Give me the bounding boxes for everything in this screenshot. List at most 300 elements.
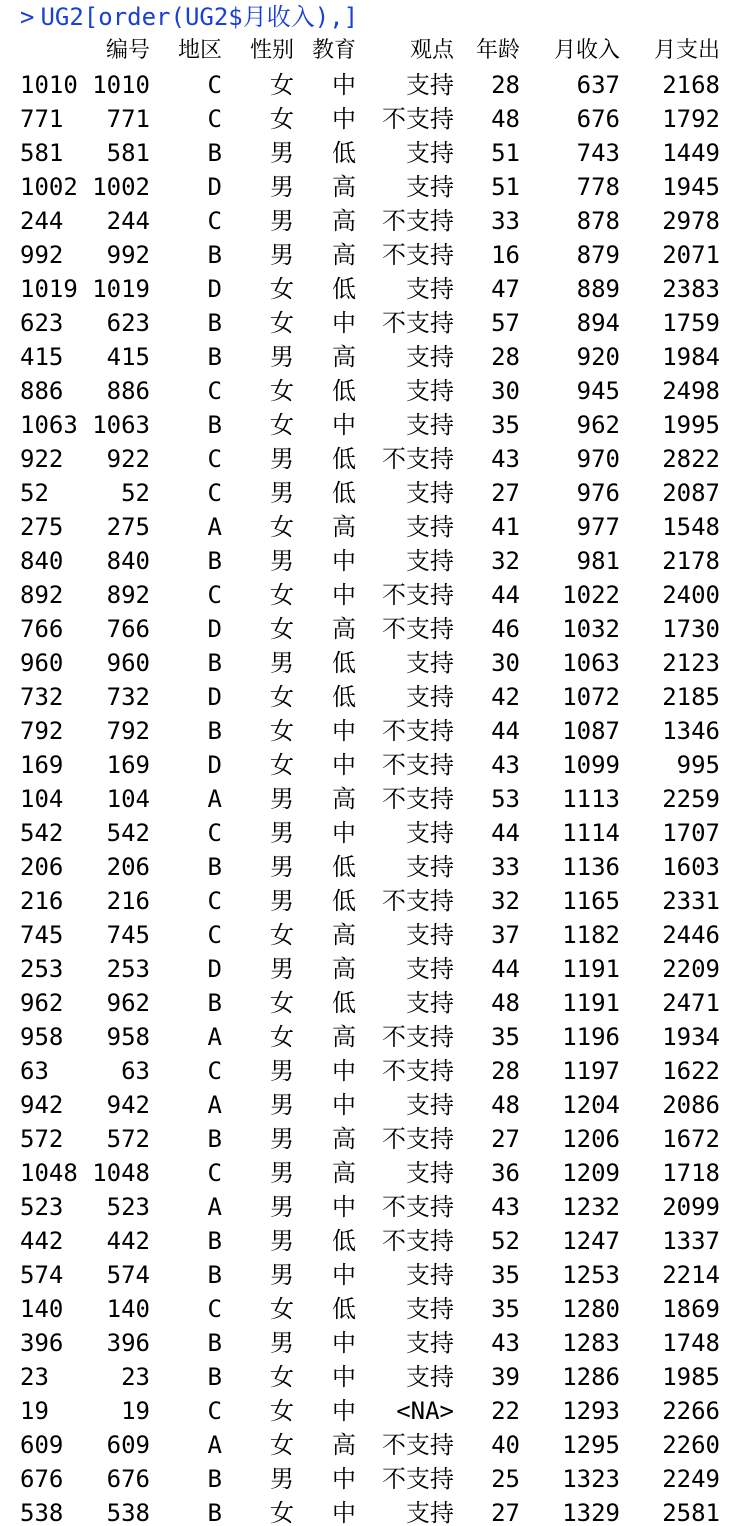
cell-view: 支持 [406,853,454,881]
cell-sex: 女 [270,411,294,439]
row-name: 960 [20,649,64,677]
cell-edu: 高 [332,1431,356,1459]
cell-edu: 中 [332,751,356,779]
cell-id: 442 [106,1227,150,1255]
cell-region: B [207,649,222,677]
cell-view: 不支持 [382,1431,454,1459]
cell-region: C [207,887,222,915]
cell-sex: 女 [270,275,294,303]
cell-id: 244 [106,207,150,235]
cell-expense: 1985 [662,1363,720,1391]
cell-id: 140 [106,1295,150,1323]
cell-sex: 女 [270,1431,294,1459]
cell-region: A [207,513,222,541]
cell-expense: 2260 [662,1431,720,1459]
cell-region: C [207,207,222,235]
cell-income: 1253 [562,1261,620,1289]
cell-age: 41 [491,513,520,541]
cell-sex: 女 [270,989,294,1017]
cell-income: 1022 [562,581,620,609]
cell-edu: 低 [332,275,356,303]
row-name: 1002 [20,173,78,201]
cell-expense: 2087 [662,479,720,507]
cell-income: 981 [576,547,620,575]
row-name: 609 [20,1431,64,1459]
table-row [0,986,746,1020]
table-row [0,1428,746,1462]
cell-income: 1197 [562,1057,620,1085]
table-row [0,1224,746,1258]
cell-age: 53 [491,785,520,813]
cell-id: 63 [121,1057,150,1085]
cell-edu: 低 [332,683,356,711]
cell-expense: 1759 [662,309,720,337]
cell-sex: 女 [270,1397,294,1425]
cell-expense: 2978 [662,207,720,235]
cell-id: 992 [106,241,150,269]
table-row [0,136,746,170]
table-row [0,238,746,272]
cell-expense: 2822 [662,445,720,473]
row-name: 623 [20,309,64,337]
cell-age: 35 [491,1295,520,1323]
row-name: 840 [20,547,64,575]
cell-expense: 1934 [662,1023,720,1051]
cell-edu: 低 [332,445,356,473]
cell-sex: 男 [270,887,294,915]
cell-age: 51 [491,139,520,167]
cell-sex: 男 [270,173,294,201]
cell-region: C [207,819,222,847]
cell-edu: 高 [332,343,356,371]
cell-region: C [207,1295,222,1323]
table-row [0,476,746,510]
cell-region: A [207,1193,222,1221]
cell-edu: 中 [332,1329,356,1357]
cell-region: B [207,309,222,337]
cell-id: 19 [121,1397,150,1425]
row-name: 732 [20,683,64,711]
cell-edu: 中 [332,1499,356,1526]
cell-age: 46 [491,615,520,643]
cell-sex: 女 [270,1023,294,1051]
row-name: 104 [20,785,64,813]
cell-edu: 高 [332,921,356,949]
cell-edu: 低 [332,649,356,677]
cell-age: 36 [491,1159,520,1187]
row-name: 745 [20,921,64,949]
table-row [0,306,746,340]
cell-region: C [207,105,222,133]
cell-id: 771 [106,105,150,133]
cell-income: 1165 [562,887,620,915]
cell-income: 676 [576,105,620,133]
cell-sex: 女 [270,1499,294,1526]
cell-income: 1191 [562,989,620,1017]
cell-region: C [207,1397,222,1425]
cell-expense: 2178 [662,547,720,575]
cell-expense: 1792 [662,105,720,133]
table-row [0,816,746,850]
row-name: 886 [20,377,64,405]
cell-sex: 女 [270,921,294,949]
header-id: 编号 [105,38,150,63]
cell-id: 538 [106,1499,150,1526]
command-text: UG2[order(UG2$月收入),] [40,3,359,31]
row-name: 169 [20,751,64,779]
cell-id: 922 [106,445,150,473]
table-row [0,1020,746,1054]
cell-edu: 低 [332,479,356,507]
cell-edu: 中 [332,71,356,99]
cell-expense: 2266 [662,1397,720,1425]
cell-view: 支持 [406,513,454,541]
cell-age: 35 [491,1261,520,1289]
cell-region: B [207,1363,222,1391]
cell-edu: 高 [332,207,356,235]
row-name: 140 [20,1295,64,1323]
cell-id: 1063 [92,411,150,439]
cell-view: 支持 [406,819,454,847]
cell-expense: 1346 [662,717,720,745]
cell-income: 1196 [562,1023,620,1051]
table-row [0,1258,746,1292]
cell-id: 581 [106,139,150,167]
table-row [0,646,746,680]
cell-sex: 男 [270,1227,294,1255]
cell-sex: 女 [270,615,294,643]
cell-income: 1209 [562,1159,620,1187]
cell-view: 不支持 [382,581,454,609]
header-edu: 教育 [311,38,356,63]
table-row [0,1326,746,1360]
header-income: 月收入 [553,38,620,63]
cell-expense: 995 [676,751,720,779]
cell-view: 支持 [406,173,454,201]
cell-age: 27 [491,1499,520,1526]
table-row [0,1496,746,1526]
cell-region: C [207,377,222,405]
table-row [0,374,746,408]
cell-edu: 中 [332,411,356,439]
row-name: 396 [20,1329,64,1357]
cell-edu: 中 [332,1363,356,1391]
table-row [0,204,746,238]
row-name: 574 [20,1261,64,1289]
cell-view: 支持 [406,1261,454,1289]
cell-edu: 低 [332,139,356,167]
row-name: 572 [20,1125,64,1153]
cell-expense: 1548 [662,513,720,541]
cell-income: 1063 [562,649,620,677]
cell-edu: 高 [332,173,356,201]
cell-expense: 1869 [662,1295,720,1323]
cell-expense: 2400 [662,581,720,609]
cell-income: 962 [576,411,620,439]
row-name: 442 [20,1227,64,1255]
cell-age: 35 [491,1023,520,1051]
row-name: 206 [20,853,64,881]
table-row [0,510,746,544]
header-sex: 性别 [249,38,294,63]
cell-view: 支持 [406,1329,454,1357]
cell-view: 不支持 [382,445,454,473]
cell-income: 970 [576,445,620,473]
cell-region: A [207,1431,222,1459]
table-row [0,1122,746,1156]
cell-view: 支持 [406,1363,454,1391]
cell-age: 27 [491,1125,520,1153]
row-name: 52 [20,479,49,507]
cell-view: 支持 [406,649,454,677]
cell-id: 23 [121,1363,150,1391]
cell-sex: 男 [270,853,294,881]
cell-sex: 女 [270,581,294,609]
cell-id: 396 [106,1329,150,1357]
cell-income: 1072 [562,683,620,711]
cell-id: 523 [106,1193,150,1221]
cell-income: 976 [576,479,620,507]
cell-view: 不支持 [382,1125,454,1153]
cell-edu: 高 [332,1125,356,1153]
cell-sex: 女 [270,1295,294,1323]
row-name: 415 [20,343,64,371]
row-name: 542 [20,819,64,847]
cell-expense: 1995 [662,411,720,439]
cell-expense: 1718 [662,1159,720,1187]
cell-age: 44 [491,581,520,609]
cell-expense: 2471 [662,989,720,1017]
cell-age: 42 [491,683,520,711]
header-expense: 月支出 [653,38,720,63]
cell-id: 892 [106,581,150,609]
cell-sex: 男 [270,343,294,371]
cell-expense: 2259 [662,785,720,813]
row-name: 992 [20,241,64,269]
cell-region: A [207,1023,222,1051]
cell-expense: 2099 [662,1193,720,1221]
row-name: 253 [20,955,64,983]
cell-view: 不支持 [382,887,454,915]
cell-region: D [207,751,222,779]
table-row [0,1088,746,1122]
table-row [0,884,746,918]
cell-expense: 2331 [662,887,720,915]
cell-expense: 1622 [662,1057,720,1085]
cell-income: 1323 [562,1465,620,1493]
cell-view: 不支持 [382,1193,454,1221]
cell-region: D [207,275,222,303]
cell-age: 25 [491,1465,520,1493]
cell-sex: 男 [270,649,294,677]
cell-income: 878 [576,207,620,235]
cell-expense: 2209 [662,955,720,983]
cell-expense: 1748 [662,1329,720,1357]
cell-expense: 2383 [662,275,720,303]
cell-age: 51 [491,173,520,201]
table-row [0,544,746,578]
cell-income: 1191 [562,955,620,983]
row-name: 244 [20,207,64,235]
cell-income: 1232 [562,1193,620,1221]
cell-view: 支持 [406,955,454,983]
cell-sex: 女 [270,71,294,99]
cell-sex: 女 [270,377,294,405]
table-row [0,1292,746,1326]
row-name: 19 [20,1397,49,1425]
cell-region: C [207,71,222,99]
cell-expense: 1707 [662,819,720,847]
cell-age: 44 [491,955,520,983]
cell-id: 962 [106,989,150,1017]
row-name: 63 [20,1057,49,1085]
cell-income: 1329 [562,1499,620,1526]
cell-age: 43 [491,751,520,779]
table-row [0,340,746,374]
cell-region: C [207,445,222,473]
row-name: 892 [20,581,64,609]
cell-income: 1099 [562,751,620,779]
cell-region: C [207,921,222,949]
table-row [0,680,746,714]
cell-edu: 中 [332,717,356,745]
row-name: 523 [20,1193,64,1221]
cell-view: 支持 [406,275,454,303]
cell-region: C [207,1159,222,1187]
cell-expense: 2498 [662,377,720,405]
cell-region: B [207,1125,222,1153]
cell-sex: 男 [270,1329,294,1357]
cell-region: B [207,411,222,439]
cell-income: 778 [576,173,620,201]
table-row [0,918,746,952]
cell-income: 1114 [562,819,620,847]
cell-expense: 2446 [662,921,720,949]
cell-edu: 高 [332,955,356,983]
cell-id: 609 [106,1431,150,1459]
table-row [0,442,746,476]
cell-id: 792 [106,717,150,745]
cell-id: 766 [106,615,150,643]
cell-id: 1002 [92,173,150,201]
row-name: 275 [20,513,64,541]
cell-sex: 男 [270,1159,294,1187]
cell-age: 43 [491,1193,520,1221]
cell-view: 不支持 [382,241,454,269]
cell-view: 不支持 [382,615,454,643]
cell-income: 1286 [562,1363,620,1391]
cell-view: <NA> [396,1397,454,1425]
cell-region: B [207,343,222,371]
console-prompt: > [20,3,35,31]
table-row [0,1462,746,1496]
cell-income: 1280 [562,1295,620,1323]
cell-region: D [207,173,222,201]
cell-edu: 中 [332,309,356,337]
table-row [0,170,746,204]
cell-income: 1182 [562,921,620,949]
cell-income: 1283 [562,1329,620,1357]
cell-edu: 中 [332,1261,356,1289]
cell-age: 37 [491,921,520,949]
cell-edu: 中 [332,547,356,575]
cell-sex: 女 [270,309,294,337]
cell-income: 945 [576,377,620,405]
cell-sex: 女 [270,105,294,133]
cell-id: 732 [106,683,150,711]
row-name: 538 [20,1499,64,1526]
cell-income: 637 [576,71,620,99]
cell-age: 43 [491,445,520,473]
cell-region: B [207,1329,222,1357]
cell-age: 52 [491,1227,520,1255]
cell-id: 1048 [92,1159,150,1187]
cell-income: 1295 [562,1431,620,1459]
cell-view: 支持 [406,411,454,439]
cell-age: 44 [491,819,520,847]
cell-view: 不支持 [382,1057,454,1085]
cell-expense: 1672 [662,1125,720,1153]
cell-region: B [207,547,222,575]
cell-view: 支持 [406,989,454,1017]
cell-view: 支持 [406,377,454,405]
cell-age: 35 [491,411,520,439]
cell-edu: 低 [332,1227,356,1255]
cell-id: 216 [106,887,150,915]
header-region: 地区 [177,38,222,63]
cell-id: 942 [106,1091,150,1119]
cell-sex: 女 [270,683,294,711]
cell-age: 28 [491,71,520,99]
cell-sex: 男 [270,547,294,575]
cell-age: 44 [491,717,520,745]
table-row [0,1190,746,1224]
cell-id: 169 [106,751,150,779]
cell-income: 743 [576,139,620,167]
cell-region: B [207,853,222,881]
header-view: 观点 [409,38,454,63]
cell-edu: 中 [332,1193,356,1221]
cell-view: 支持 [406,343,454,371]
cell-income: 1293 [562,1397,620,1425]
header-age: 年龄 [475,38,520,63]
table-row [0,102,746,136]
cell-id: 253 [106,955,150,983]
table-header-row [0,34,746,68]
row-name: 962 [20,989,64,1017]
cell-expense: 1337 [662,1227,720,1255]
row-name: 766 [20,615,64,643]
cell-view: 不支持 [382,785,454,813]
cell-region: B [207,241,222,269]
cell-edu: 中 [332,581,356,609]
cell-age: 33 [491,207,520,235]
cell-age: 48 [491,989,520,1017]
cell-id: 275 [106,513,150,541]
cell-id: 52 [121,479,150,507]
cell-edu: 中 [332,1057,356,1085]
cell-id: 958 [106,1023,150,1051]
cell-region: D [207,955,222,983]
cell-income: 889 [576,275,620,303]
cell-region: B [207,717,222,745]
cell-edu: 中 [332,1465,356,1493]
table-row [0,408,746,442]
cell-sex: 男 [270,1465,294,1493]
cell-edu: 高 [332,241,356,269]
table-row [0,850,746,884]
cell-expense: 1984 [662,343,720,371]
